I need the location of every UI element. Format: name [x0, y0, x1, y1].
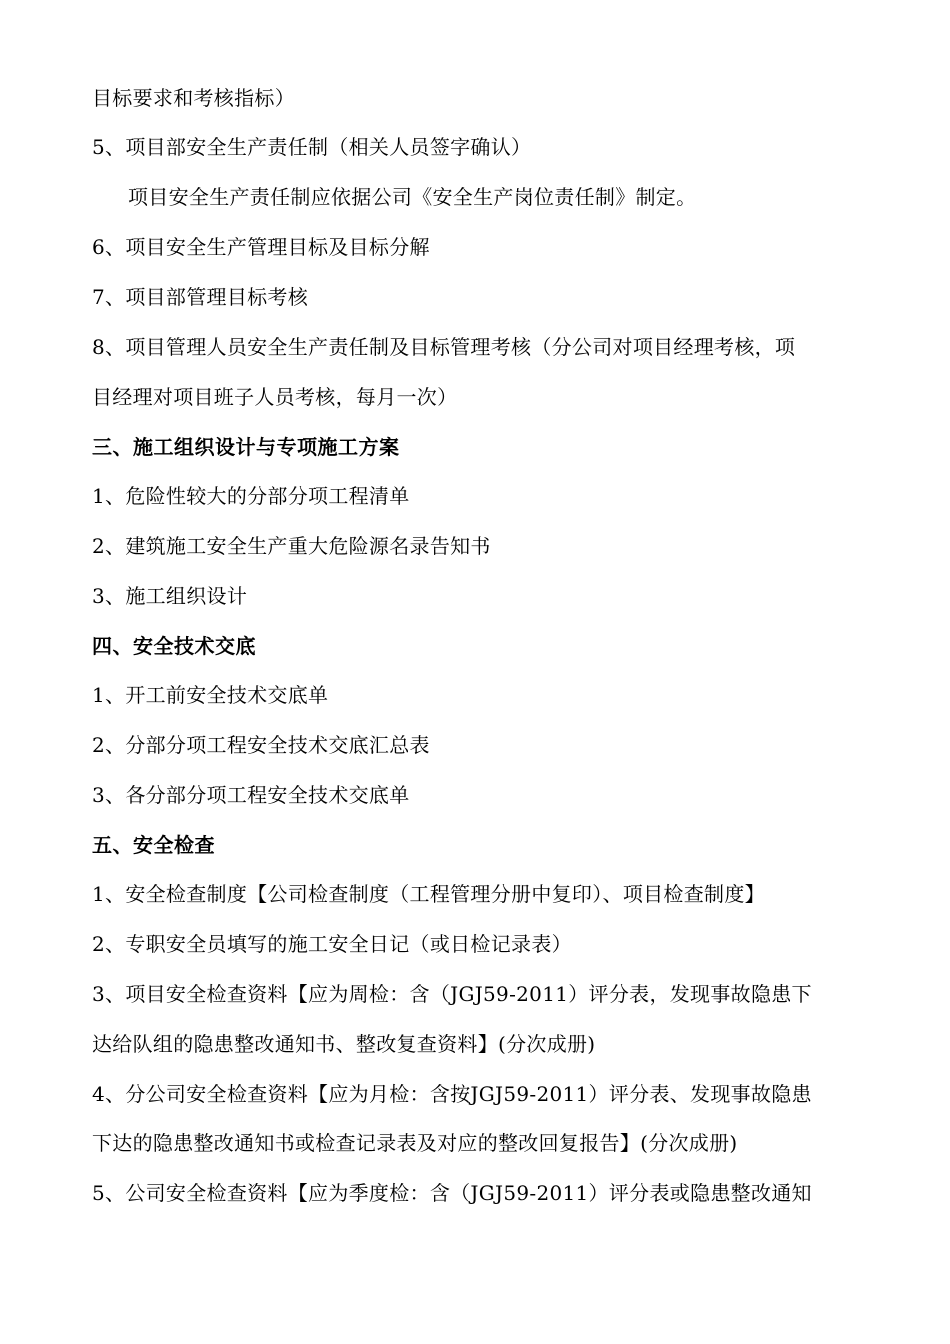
- list-item: 2、专职安全员填写的施工安全日记（或日检记录表）: [92, 932, 572, 956]
- paragraph: 项目安全生产责任制应依据公司《安全生产岗位责任制》制定。: [128, 185, 697, 209]
- list-item: 1、危险性较大的分部分项工程清单: [92, 484, 410, 508]
- section-heading: 五、安全检查: [92, 833, 215, 857]
- list-item: 7、项目部管理目标考核: [92, 285, 309, 309]
- list-item: 2、建筑施工安全生产重大危险源名录告知书: [92, 534, 491, 558]
- text-line: 目标要求和考核指标）: [92, 86, 295, 110]
- list-item: 1、安全检查制度【公司检查制度（工程管理分册中复印）、项目检查制度】: [92, 882, 765, 906]
- list-item: 1、开工前安全技术交底单: [92, 683, 329, 707]
- text-line: 下达的隐患整改通知书或检查记录表及对应的整改回复报告】(分次成册): [92, 1131, 738, 1155]
- list-item: 3、各分部分项工程安全技术交底单: [92, 783, 410, 807]
- text-line: 达给队组的隐患整改通知书、整改复查资料】(分次成册): [92, 1032, 596, 1056]
- text-line: 目经理对项目班子人员考核，每月一次）: [92, 385, 458, 409]
- section-heading: 四、安全技术交底: [92, 634, 256, 658]
- list-item: 8、项目管理人员安全生产责任制及目标管理考核（分公司对项目经理考核，项: [92, 335, 796, 359]
- list-item: 5、项目部安全生产责任制（相关人员签字确认）: [92, 135, 532, 159]
- list-item: 4、分公司安全检查资料【应为月检：含按JGJ59-2011）评分表、发现事故隐患: [92, 1082, 812, 1106]
- list-item: 2、分部分项工程安全技术交底汇总表: [92, 733, 430, 757]
- section-heading: 三、施工组织设计与专项施工方案: [92, 435, 400, 459]
- list-item: 3、施工组织设计: [92, 584, 248, 608]
- list-item: 6、项目安全生产管理目标及目标分解: [92, 235, 430, 259]
- list-item: 5、公司安全检查资料【应为季度检：含（JGJ59-2011）评分表或隐患整改通知: [92, 1181, 812, 1205]
- list-item: 3、项目安全检查资料【应为周检：含（JGJ59-2011）评分表，发现事故隐患下: [92, 982, 812, 1006]
